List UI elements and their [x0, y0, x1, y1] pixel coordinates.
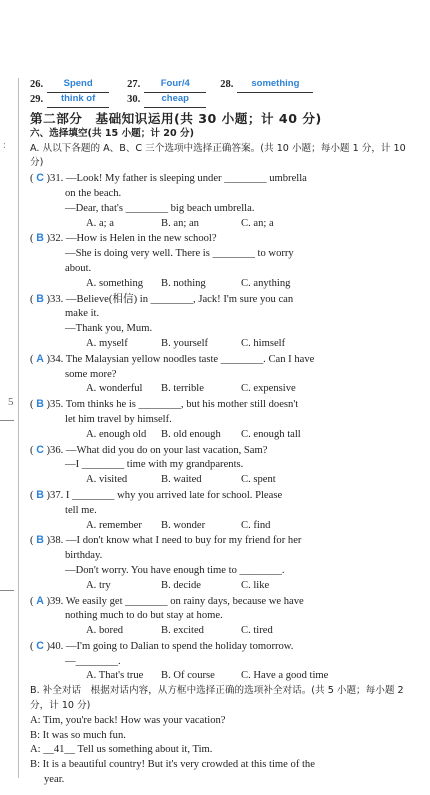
option-c: C. spent	[241, 474, 276, 486]
question-item	[30, 594, 422, 639]
margin-page-number: 5	[8, 396, 14, 408]
question-item	[30, 488, 422, 533]
question-item	[30, 639, 422, 684]
option-c: C. find	[241, 519, 271, 531]
section-b-instructions: B. 补全对话 根据对话内容，从方框中选择正确的选项补全对话。(共 5 小题；每小题 2 分，计 10 分)	[30, 685, 404, 712]
option-b: B. waited	[161, 474, 202, 486]
question-line: —Don't worry. You have enough time to ________.	[65, 564, 285, 576]
options-row	[30, 519, 422, 534]
option-a: A. remember	[86, 519, 142, 531]
question-line: ( C )36. —What did you do on your last vacation, Sam?	[30, 443, 268, 456]
answer-letter: B	[36, 488, 44, 501]
question-line: about.	[65, 262, 92, 274]
option-a: A. wonderful	[86, 383, 143, 395]
option-b: B. old enough	[161, 428, 221, 440]
dialog-line: A: __41__ Tell us something about it, Tim.	[30, 744, 213, 756]
answer-letter: A	[36, 594, 44, 607]
question-number: 30.	[127, 94, 141, 106]
part-title: 第二部分 基础知识运用(共 30 小题；计 40 分)	[30, 111, 322, 126]
question-line: ( C )31. —Look! My father is sleeping under ________ umbrella	[30, 172, 307, 185]
question-text: We easily get ________ on rainy days, because we have	[65, 595, 304, 607]
question-line: —________.	[65, 655, 121, 667]
question-item	[30, 231, 422, 291]
answer-letter: B	[36, 398, 44, 411]
filled-answer: Spend	[47, 77, 109, 93]
answer-letter: B	[36, 534, 44, 547]
option-a: A. something	[86, 277, 144, 289]
question-text: —Look! My father is sleeping under ________ umbrella	[65, 173, 307, 185]
margin-rule	[0, 420, 14, 421]
option-a: A. a; a	[86, 217, 114, 229]
dialog-line: A: Tim, you're back! How was your vacation?	[30, 714, 226, 726]
option-a: A. visited	[86, 474, 128, 486]
question-line: ( B )38. —I don't know what I need to buy for my friend for her	[30, 534, 302, 547]
dialog-line: year.	[44, 774, 65, 786]
dialog-block	[30, 714, 422, 788]
options-row	[30, 217, 422, 232]
question-line: —Dear, that's ________ big beach umbrella.	[65, 202, 255, 214]
filled-answer: something	[237, 77, 313, 93]
answer-row-1	[30, 78, 422, 93]
option-c: C. like	[241, 579, 270, 591]
option-b: B. excited	[161, 625, 204, 637]
question-line: ( B )37. I ________ why you arrived late for school. Please	[30, 488, 283, 501]
question-line: on the beach.	[65, 187, 122, 199]
answer-letter: B	[36, 292, 44, 305]
filled-answer: Four/4	[144, 77, 206, 93]
question-number: 29.	[30, 94, 44, 106]
option-c: C. himself	[241, 337, 286, 349]
question-line: —She is doing very well. There is ________ to worry	[65, 248, 294, 260]
question-text: —I don't know what I need to buy for my friend for her	[65, 535, 302, 547]
question-number: 27.	[127, 79, 141, 91]
question-line: ( B )33. —Believe(相信) in ________, Jack! I'm sure you can	[30, 292, 294, 305]
dialog-line: B: It was so much fun.	[30, 729, 126, 741]
question-line: some more?	[65, 368, 117, 380]
option-a: A. try	[86, 579, 111, 591]
option-a: A. enough old	[86, 428, 147, 440]
question-item	[30, 443, 422, 488]
margin-rule	[0, 590, 14, 591]
option-b: B. terrible	[161, 383, 204, 395]
question-item	[30, 352, 422, 397]
option-c: C. an; a	[241, 217, 274, 229]
question-line: ( B )35. Tom thinks he is ________, but his mother still doesn't	[30, 398, 299, 411]
option-a: A. myself	[86, 337, 128, 349]
question-text: The Malaysian yellow noodles taste ________. Can I have	[65, 353, 315, 365]
section-heading: 六、选择填空(共 15 小题；计 20 分)	[30, 127, 194, 139]
question-text: —Believe(相信) in ________, Jack! I'm sure you can	[65, 293, 294, 305]
question-line: tell me.	[65, 504, 97, 516]
answer-row-2	[30, 93, 422, 108]
option-a: A. bored	[86, 625, 124, 637]
options-row	[30, 473, 422, 488]
question-item	[30, 397, 422, 442]
question-line: let him travel by himself.	[65, 413, 172, 425]
options-row	[30, 337, 422, 352]
section-instructions: A. 从以下各题的 A、B、C 三个选项中选择正确答案。(共 10 小题；每小题 1 分，计 10 分)	[30, 142, 406, 169]
question-line: nothing much to do but stay at home.	[65, 610, 223, 622]
option-b: B. yourself	[161, 337, 209, 349]
question-line: ( B )32. —How is Helen in the new school?	[30, 232, 217, 245]
option-b: B. decide	[161, 579, 202, 591]
option-b: B. nothing	[161, 277, 206, 289]
question-item	[30, 533, 422, 593]
question-line: make it.	[65, 308, 100, 320]
options-row	[30, 624, 422, 639]
answer-letter: C	[36, 639, 44, 652]
option-b: B. Of course	[161, 670, 215, 682]
option-b: B. wonder	[161, 519, 206, 531]
option-c: C. anything	[241, 277, 291, 289]
question-text: —How is Helen in the new school?	[65, 233, 217, 245]
options-row	[30, 428, 422, 443]
options-row	[30, 277, 422, 292]
options-row	[30, 382, 422, 397]
question-line: birthday.	[65, 550, 103, 562]
answer-letter: B	[36, 232, 44, 245]
question-line: —I ________ time with my grandparents.	[65, 459, 244, 471]
option-c: C. enough tall	[241, 428, 301, 440]
option-c: C. expensive	[241, 383, 296, 395]
answer-letter: C	[36, 443, 44, 456]
question-text: —What did you do on your last vacation, Sam?	[65, 444, 268, 456]
question-line: ( A )39. We easily get ________ on rainy days, because we have	[30, 594, 304, 607]
question-text: Tom thinks he is ________, but his mother still doesn't	[65, 399, 299, 411]
question-line: —Thank you, Mum.	[65, 323, 153, 335]
option-a: A. That's true	[86, 670, 144, 682]
answer-letter: A	[36, 352, 44, 365]
filled-answer: cheap	[144, 92, 206, 108]
question-line: ( A )34. The Malaysian yellow noodles taste ________. Can I have	[30, 352, 315, 365]
question-list	[30, 171, 422, 684]
options-row	[30, 669, 422, 684]
question-line: ( C )40. —I'm going to Dalian to spend the holiday tomorrow.	[30, 639, 294, 652]
binding-gutter-line	[18, 78, 19, 778]
option-b: B. an; an	[161, 217, 199, 229]
question-item	[30, 292, 422, 352]
margin-mark: :	[3, 140, 6, 151]
dialog-line: B: It is a beautiful country! But it's very crowded at this time of the	[30, 759, 315, 771]
option-c: C. tired	[241, 625, 273, 637]
worksheet-content	[30, 78, 422, 788]
answer-letter: C	[36, 172, 44, 185]
options-row	[30, 579, 422, 594]
question-number: 28.	[220, 79, 234, 91]
question-number: 26.	[30, 79, 44, 91]
option-c: C. Have a good time	[241, 670, 329, 682]
filled-answer: think of	[47, 92, 109, 108]
question-item	[30, 171, 422, 231]
question-text: —I'm going to Dalian to spend the holiday tomorrow.	[65, 640, 294, 652]
question-text: I ________ why you arrived late for school. Please	[65, 489, 283, 501]
